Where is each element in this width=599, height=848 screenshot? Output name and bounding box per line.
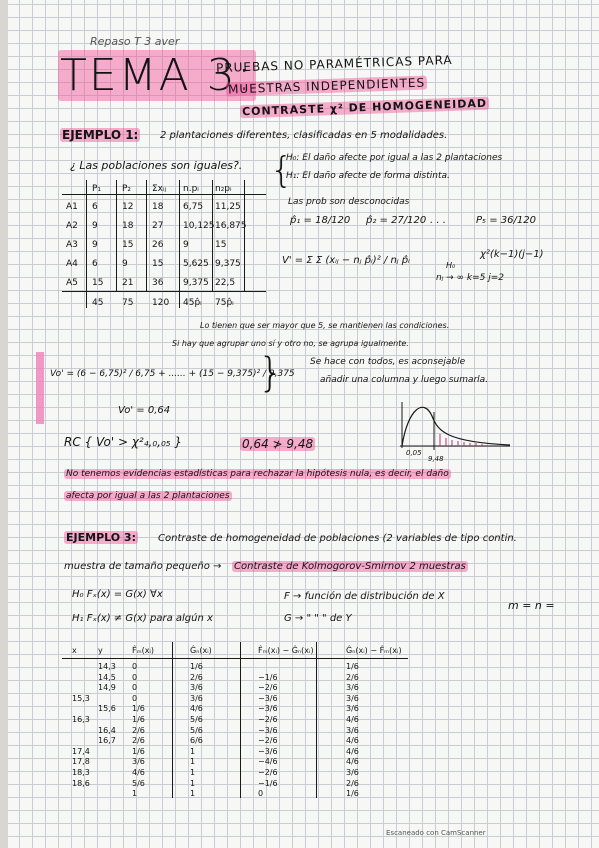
- ks-row-cell: 1: [190, 746, 196, 756]
- ks-row-cell: −2/6: [258, 683, 278, 693]
- freq-header-cell: P₂: [122, 184, 132, 194]
- ks-row-cell: 16,7: [98, 736, 116, 746]
- subtitle-3-text: CONTRASTE χ² DE HOMOGENEIDAD: [241, 96, 488, 119]
- ks-row-cell: 1: [190, 778, 196, 788]
- ks-row-cell: 2/6: [190, 672, 203, 682]
- freq-row-cell: 15: [122, 240, 134, 250]
- freq-row-cell: 12: [122, 202, 134, 212]
- critical-result-text: 0,64 ≯ 9,48: [242, 437, 314, 451]
- ks-row-cell: 3/6: [346, 704, 359, 714]
- curve-value: 9,48: [428, 455, 444, 463]
- ks-header-cell: x: [72, 646, 77, 655]
- ks-row-cell: 1: [190, 757, 196, 767]
- critical-region: RC { Vo' > χ²₄,₀,₀₅ }: [64, 435, 183, 449]
- ks-header-cell: Ĝₙ(xᵢ): [190, 646, 212, 655]
- calc-line: Vo' = (6 − 6,75)² / 6,75 + ...... + (15 − 9,375)² / 9,375: [50, 369, 295, 379]
- ks-row-cell: −2/6: [258, 736, 278, 746]
- ks-row-cell: 4/6: [190, 704, 203, 714]
- freq-row-cell: 22,5: [215, 278, 236, 288]
- freq-row-cell: 9: [122, 259, 128, 269]
- ks-row-cell: −1/6: [258, 778, 278, 788]
- ks-row-cell: 1: [132, 789, 138, 799]
- ej3-g: G → " " " de Y: [284, 613, 352, 624]
- freq-row-cell: 9: [92, 221, 98, 231]
- freq-row-cell: A4: [66, 259, 78, 269]
- freq-row-cell: 6,75: [183, 202, 204, 212]
- ks-row-cell: 2/6: [132, 725, 145, 735]
- ks-row-cell: 0: [132, 683, 138, 693]
- ks-row-cell: 3/6: [346, 725, 359, 735]
- ks-row-cell: 5/6: [190, 725, 203, 735]
- ks-row-cell: 4/6: [346, 736, 359, 746]
- ks-row-cell: −1/6: [258, 672, 278, 682]
- ks-row-cell: −3/6: [258, 725, 278, 735]
- ks-row-cell: 5/6: [132, 778, 145, 788]
- ks-row-cell: 3/6: [132, 757, 145, 767]
- freq-row-cell: 15: [152, 259, 164, 269]
- curve-alpha: 0,05: [406, 449, 422, 457]
- ks-row-cell: 1: [190, 789, 196, 799]
- ej3-line2b: [232, 562, 468, 572]
- hypothesis-brace: {: [270, 150, 293, 191]
- conclusion-1: [64, 470, 451, 479]
- calc-brace: }: [258, 350, 284, 396]
- freq-row-cell: 21: [122, 278, 134, 288]
- ks-row-cell: −4/6: [258, 757, 278, 767]
- subtitle-2: [226, 76, 427, 95]
- ks-row-cell: 4/6: [132, 768, 145, 777]
- ks-row-cell: 0: [132, 662, 138, 671]
- ej3-f: F → función de distribución de X: [284, 591, 445, 602]
- ks-row-cell: 18,6: [72, 778, 90, 788]
- freq-row-cell: 9: [183, 240, 189, 250]
- ks-row-cell: 16,3: [72, 715, 90, 724]
- ks-table: [62, 638, 422, 800]
- ks-row-cell: −3/6: [258, 693, 278, 703]
- ej3-label: [64, 532, 138, 543]
- ej1-label-text: EJEMPLO 1:: [62, 128, 139, 142]
- freq-row-cell: A1: [66, 202, 78, 212]
- ej1-dots: . . .: [430, 215, 446, 226]
- freq-row-cell: 18: [152, 202, 164, 212]
- subtitle-3: [240, 98, 489, 118]
- freq-row-cell: 36: [152, 278, 164, 288]
- ej1-stat: V' = Σ Σ (xᵢⱼ − nⱼ p̂ᵢ)² / nⱼ p̂ᵢ: [282, 255, 410, 266]
- ej3-line2a: muestra de tamaño pequeño →: [64, 561, 222, 572]
- note-2: Si hay que agrupar uno sí y otro no, se agrupa igualmente.: [172, 339, 409, 348]
- ej3-h1: H₁ Fₓ(x) ≠ G(x) para algún x: [72, 613, 213, 624]
- ks-row-cell: 15,6: [98, 704, 116, 714]
- ej1-nj: nⱼ → ∞ k=5 j=2: [436, 273, 505, 283]
- ks-row-cell: 4/6: [346, 715, 359, 724]
- freq-row-cell: A3: [66, 240, 78, 250]
- ej1-p5: P₅ = 36/120: [476, 215, 536, 226]
- ks-row-cell: 0: [132, 693, 138, 703]
- ks-row-cell: 1/6: [190, 662, 203, 671]
- ej1-label: [60, 129, 140, 141]
- note-1: Lo tienen que ser mayor que 5, se mantienen las condiciones.: [200, 321, 450, 330]
- ks-row-cell: 16,4: [98, 725, 116, 735]
- freq-header-cell: n.pᵢ: [183, 184, 199, 194]
- ej1-h1: H₁: El daño afecte de forma distinta.: [286, 171, 450, 181]
- ks-row-cell: 1/6: [132, 715, 145, 724]
- ks-header-cell: F̂ₘ(xᵢ): [132, 646, 154, 655]
- calc-result: Vo' = 0,64: [118, 405, 171, 416]
- ej3-label-text: EJEMPLO 3:: [66, 531, 136, 544]
- freq-total-cell: 45p̂ᵢ: [183, 298, 202, 308]
- freq-row-cell: 6: [92, 259, 98, 269]
- ej3-mn: m = n =: [508, 599, 555, 612]
- ks-row-cell: 3/6: [190, 683, 203, 693]
- freq-row-cell: 27: [152, 221, 164, 231]
- ks-header-cell: y: [98, 646, 103, 655]
- calc-note-1: Se hace con todos, es aconsejable: [310, 357, 466, 367]
- freq-row-cell: 5,625: [183, 259, 209, 269]
- ks-row-cell: 6/6: [190, 736, 203, 746]
- freq-row-cell: 11,25: [215, 202, 241, 212]
- ej1-dist: χ²(k−1)(j−1): [480, 249, 544, 260]
- freq-row-cell: 16,875: [215, 221, 247, 231]
- freq-row-cell: 9: [92, 240, 98, 250]
- ej1-p1: p̂₁ = 18/120: [290, 215, 351, 226]
- ks-row-cell: 3/6: [346, 768, 359, 777]
- critical-result: [240, 438, 315, 450]
- freq-total-cell: 75: [122, 298, 134, 308]
- ks-row-cell: 17,8: [72, 757, 90, 767]
- ej3-h0: H₀ Fₓ(x) = G(x) ∀x: [72, 589, 163, 600]
- freq-row-cell: 6: [92, 202, 98, 212]
- freq-header-cell: n₂pᵢ: [215, 184, 232, 194]
- freq-total-cell: 45: [92, 298, 104, 308]
- ks-row-cell: 1/6: [132, 704, 145, 714]
- ks-row-cell: 1: [190, 768, 196, 777]
- ks-row-cell: −2/6: [258, 768, 278, 777]
- ks-row-cell: 14,5: [98, 672, 116, 682]
- conclusion-2-text: afecta por igual a las 2 plantaciones: [66, 491, 230, 501]
- ej3-line2b-text: Contraste de Kolmogorov-Smirnov 2 muestras: [234, 561, 466, 572]
- ks-header-cell: Ĝₙ(xᵢ) − F̂ₘ(xᵢ): [346, 646, 402, 655]
- freq-total-cell: 75p̂ᵢ: [215, 298, 234, 308]
- scanner-footer: Escaneado con CamScanner: [386, 829, 486, 837]
- ks-header-cell: F̂ₘ(xᵢ) − Ĝₙ(xᵢ): [258, 646, 314, 655]
- freq-total-cell: 120: [152, 298, 170, 308]
- ks-row-cell: 18,3: [72, 768, 90, 777]
- freq-header-cell: P₁: [92, 184, 102, 194]
- ks-row-cell: 15,3: [72, 693, 90, 703]
- freq-row-cell: 15: [92, 278, 104, 288]
- freq-row-cell: 10,125: [183, 221, 215, 231]
- ej1-prob: Las prob son desconocidas: [288, 197, 410, 207]
- freq-row-cell: 18: [122, 221, 134, 231]
- freq-row-cell: 15: [215, 240, 227, 250]
- ej3-line1: Contraste de homogeneidad de poblaciones (2 variables de tipo contin.: [158, 533, 517, 544]
- ks-row-cell: 1/6: [132, 746, 145, 756]
- page-edge: [0, 0, 8, 848]
- ks-row-cell: 5/6: [190, 715, 203, 724]
- ks-row-cell: −2/6: [258, 715, 278, 724]
- ej1-p2: p̂₂ = 27/120: [366, 215, 427, 226]
- pink-sticky-tab: [36, 352, 44, 424]
- ks-row-cell: 0: [132, 672, 138, 682]
- ej1-h0: H₀: El daño afecte por igual a las 2 plantaciones: [286, 153, 503, 163]
- ks-row-cell: 17,4: [72, 746, 90, 756]
- freq-row-cell: 9,375: [183, 278, 209, 288]
- freq-row-cell: 26: [152, 240, 164, 250]
- subtitle-2-text: MUESTRAS INDEPENDIENTES: [227, 75, 426, 97]
- ks-row-cell: 4/6: [346, 757, 359, 767]
- conclusion-2: [64, 492, 232, 501]
- calc-note-2: añadir una columna y luego sumarla.: [320, 375, 489, 385]
- conclusion-1-text: No tenemos evidencias estadísticas para rechazar la hipótesis nula, es decir, el daño: [66, 469, 449, 479]
- ks-row-cell: 2/6: [132, 736, 145, 746]
- ks-row-cell: −3/6: [258, 704, 278, 714]
- ks-row-cell: 3/6: [190, 693, 203, 703]
- ej1-intro: 2 plantaciones diferentes, clasificadas en 5 modalidades.: [160, 130, 448, 141]
- ks-row-cell: 3/6: [346, 683, 359, 693]
- ks-row-cell: 2/6: [346, 672, 359, 682]
- freq-row-cell: 9,375: [215, 259, 241, 269]
- ej1-question: ¿ Las poblaciones son iguales?.: [70, 159, 243, 172]
- subtitle-1: PRUEBAS NO PARAMÉTRICAS PARA: [215, 52, 453, 76]
- ks-row-cell: −3/6: [258, 746, 278, 756]
- ks-row-cell: 1/6: [346, 789, 359, 799]
- ks-row-cell: 3/6: [346, 693, 359, 703]
- title-big: TEMA 3:: [60, 50, 254, 101]
- freq-header-cell: Σxᵢⱼ: [152, 184, 167, 194]
- ks-row-cell: 14,9: [98, 683, 116, 693]
- ks-row-cell: 2/6: [346, 778, 359, 788]
- course-note: Repaso T 3 aver: [90, 35, 180, 48]
- ks-row-cell: 1/6: [346, 662, 359, 671]
- ej1-arrow-ho: H₀: [446, 261, 456, 270]
- ks-row-cell: 4/6: [346, 746, 359, 756]
- freq-row-cell: A2: [66, 221, 78, 231]
- ks-row-cell: 14,3: [98, 662, 116, 671]
- freq-row-cell: A5: [66, 278, 78, 288]
- ks-row-cell: 0: [258, 789, 264, 799]
